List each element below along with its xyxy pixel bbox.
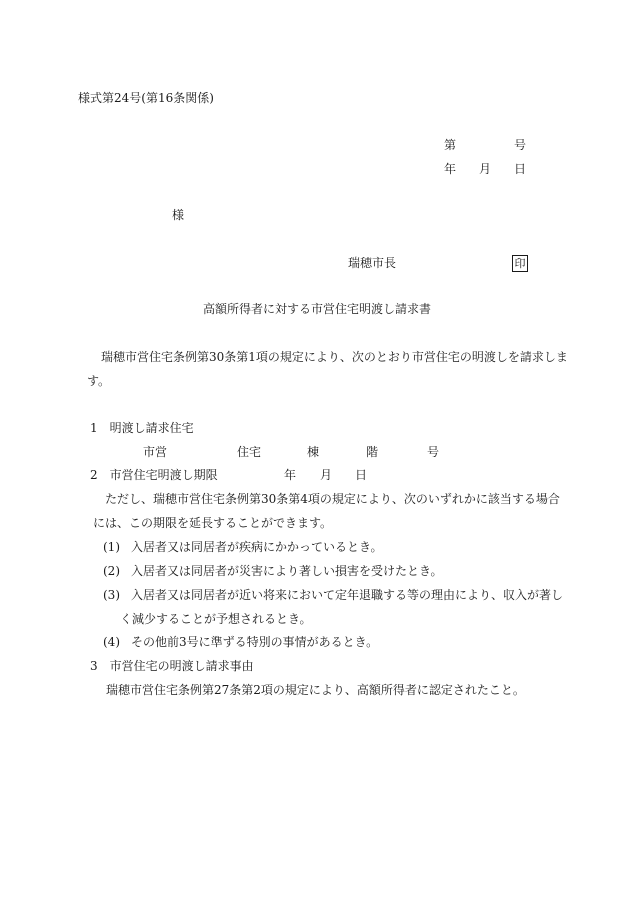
item1-go: 号: [427, 445, 440, 459]
date-year: 年: [444, 162, 457, 176]
proviso-line-1: ただし、瑞穂市営住宅条例第30条第4項の規定により、次のいずれかに該当する場合: [105, 492, 560, 506]
date-month: 月: [479, 162, 492, 176]
item1-label: 1 明渡し請求住宅: [90, 421, 194, 435]
item2-label: 2 市営住宅明渡し期限: [90, 468, 218, 482]
item3-reason: 瑞穂市営住宅条例第27条第2項の規定により、高額所得者に認定されたこと。: [106, 683, 525, 697]
condition-1-text: 入居者又は同居者が疾病にかかっているとき。: [131, 540, 383, 554]
intro-line-2: す。: [87, 374, 111, 388]
doc-number-dai: 第: [444, 138, 457, 152]
seal-box: 印: [512, 255, 528, 272]
item2-day: 日: [355, 468, 368, 482]
date-day: 日: [514, 162, 527, 176]
condition-3-cont: く減少することが予想されるとき。: [120, 612, 312, 626]
proviso-line-2: には、この期限を延長することができます。: [93, 516, 333, 530]
condition-4-text: その他前3号に準ずる特別の事情があるとき。: [131, 635, 379, 649]
item1-jutaku: 住宅: [237, 445, 262, 459]
condition-4-num: (4): [103, 635, 120, 649]
item3-label: 3 市営住宅の明渡し請求事由: [90, 659, 254, 673]
seal-mark: [512, 255, 528, 272]
item1-mune: 棟: [307, 445, 320, 459]
addressee-suffix: 様: [172, 208, 185, 222]
intro-line-1: 瑞穂市営住宅条例第30条第1項の規定により、次のとおり市営住宅の明渡しを請求しま: [101, 350, 568, 364]
issuer-name: 瑞穂市長: [348, 256, 397, 270]
condition-2-text: 入居者又は同居者が災害により著しい損害を受けたとき。: [131, 564, 443, 578]
form-number: 様式第24号(第16条関係): [78, 91, 214, 105]
condition-3-text: 入居者又は同居者が近い将来において定年退職する等の理由により、収入が著し: [131, 588, 564, 602]
item1-kai: 階: [366, 445, 379, 459]
item1-shiei: 市営: [143, 445, 168, 459]
document-title: 高額所得者に対する市営住宅明渡し請求書: [203, 302, 432, 316]
item2-year: 年: [284, 468, 297, 482]
condition-1-num: (1): [103, 540, 120, 554]
condition-3-num: (3): [103, 588, 120, 602]
doc-number-go: 号: [514, 138, 527, 152]
item2-month: 月: [320, 468, 333, 482]
condition-2-num: (2): [103, 564, 120, 578]
